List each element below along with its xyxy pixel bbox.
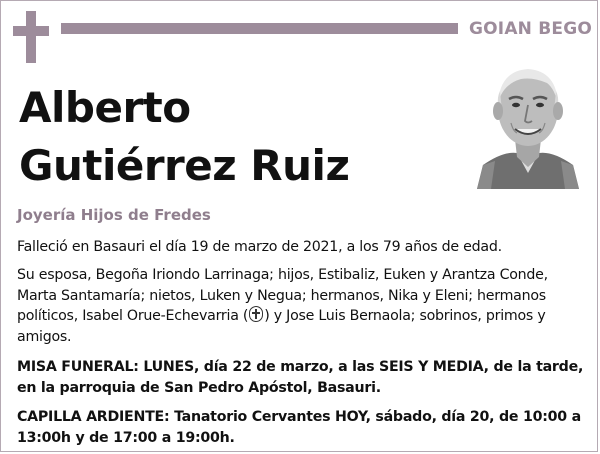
wake-text [17,407,585,448]
wake-details: CAPILLA ARDIENTE: Tanatorio Cervantes HOY, sábado, día 20, de 10:00 a 13:00h y de 17:00 a 19:00h. [17,409,581,446]
brand-label: GOIAN BEGO [469,19,593,39]
sponsor-name: Joyería Hijos de Fredes [17,206,211,224]
deceased-name [19,79,349,195]
deceased-last-names: Gutiérrez Ruiz [19,141,350,190]
portrait-photo [473,61,583,189]
family-list-continued: ) y Jose Luis Bernaola; sobrinos, primos y amigos. [17,308,546,345]
death-notice: Falleció en Basauri el día 19 de marzo de 2021, a los 79 años de edad. [17,239,502,255]
family-list: Su esposa, Begoña Iriondo Larrinaga; hijos, Estibaliz, Euken y Arantza Conde, Marta Santamaría; nietos, Luken y Negua; hermanos, Nika y Eleni; hermanos políticos, Isabel Orue-Echevarria ( [17,267,548,324]
funeral-text [17,357,585,398]
deceased-first-name: Alberto [19,83,191,132]
death-notice-text [17,237,585,258]
funeral-mass: MISA FUNERAL: LUNES, día 22 de marzo, a las SEIS Y MEDIA, de la tarde, en la parroquia de San Pedro Apóstol, Basauri. [17,359,584,396]
header-rule [61,23,458,34]
family-text [17,265,585,347]
deceased-cross-icon [249,306,263,322]
latin-cross-icon [13,11,49,63]
